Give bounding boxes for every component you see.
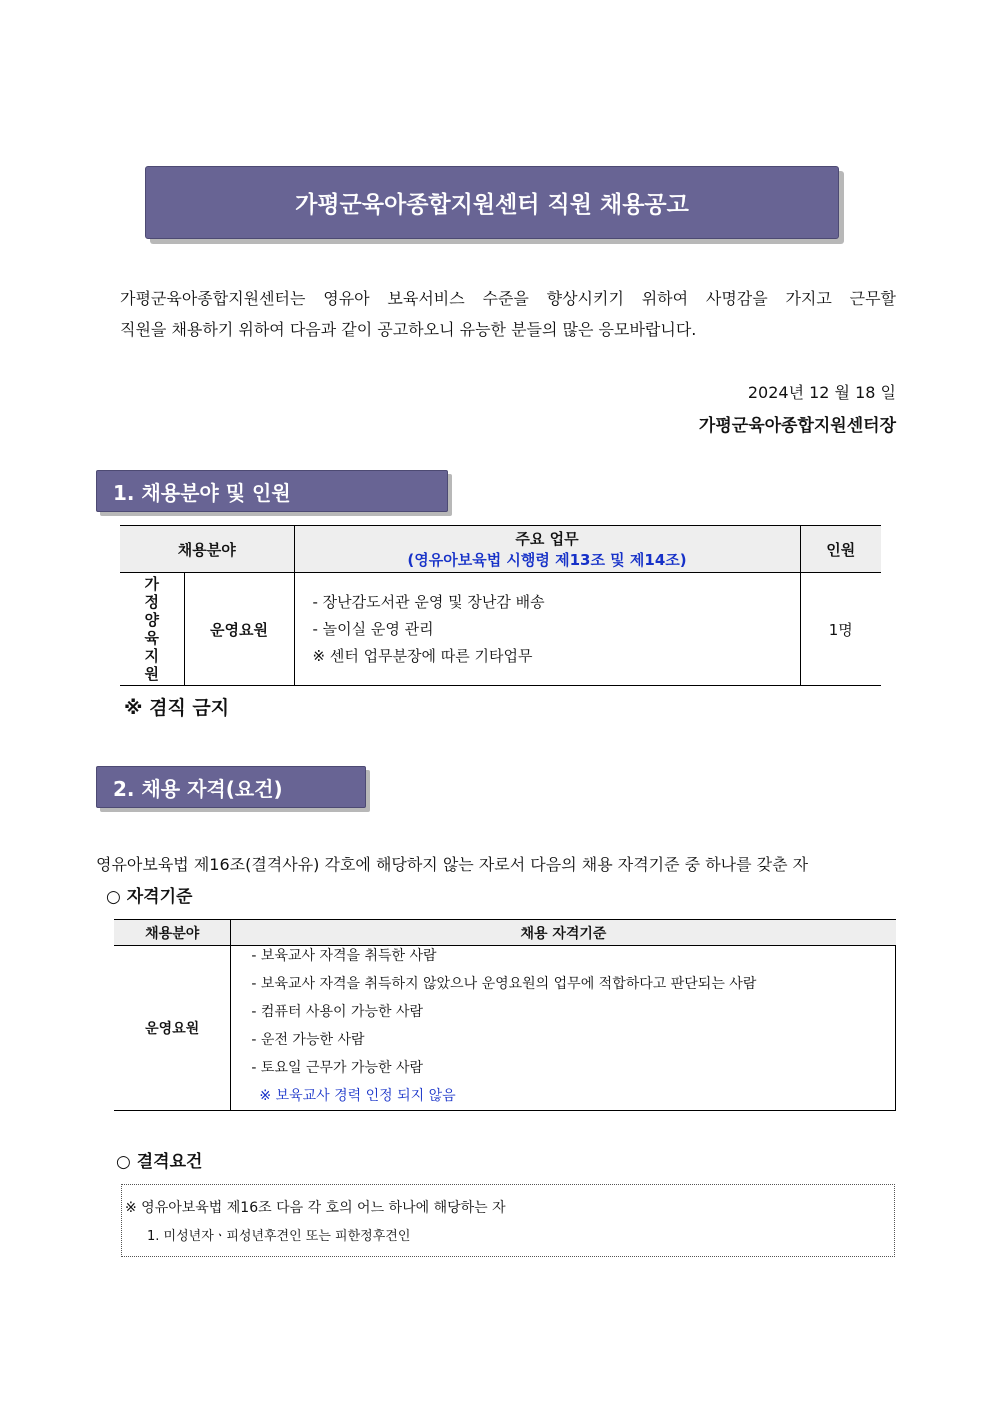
notice-title-banner bbox=[145, 166, 839, 239]
col-criteria: 채용 자격기준 bbox=[231, 920, 896, 946]
position-name: 운영요원 bbox=[114, 946, 231, 1111]
duty-item: ※ 센터 업무분장에 따른 기타업무 bbox=[312, 646, 533, 665]
col-duty-sub: (영유아보육법 시행령 제13조 및 제14조) bbox=[407, 551, 687, 569]
notice-title: 가평군육아종합지원센터 직원 채용공고 bbox=[295, 192, 689, 218]
disqualification-box bbox=[121, 1184, 895, 1257]
section-1-heading-text: 1. 채용분야 및 인원 bbox=[113, 480, 291, 505]
duty-item: - 놀이실 운영 관리 bbox=[312, 619, 434, 638]
category-char: 가 bbox=[144, 575, 159, 593]
recruitment-table bbox=[120, 525, 881, 686]
duty-item: - 장난감도서관 운영 및 장난감 배송 bbox=[312, 592, 545, 611]
criteria-item: - 운전 가능한 사람 bbox=[251, 1032, 365, 1048]
duty-list bbox=[294, 573, 800, 686]
col-field: 채용분야 bbox=[114, 920, 231, 946]
category-char: 지 bbox=[144, 647, 159, 665]
category-char: 육 bbox=[144, 629, 159, 647]
no-side-job-note: ※ 겸직 금지 bbox=[124, 697, 230, 719]
section-1-heading bbox=[96, 470, 448, 512]
category-char: 정 bbox=[144, 593, 159, 611]
criteria-note: ※ 보육교사 경력 인정 되지 않음 bbox=[259, 1088, 456, 1104]
headcount: 1명 bbox=[800, 573, 881, 686]
category-vertical-label bbox=[120, 573, 184, 686]
section-2-heading bbox=[96, 766, 366, 808]
signatory: 가평군육아종합지원센터장 bbox=[698, 416, 896, 436]
table-header-row bbox=[120, 526, 881, 573]
col-field: 채용분야 bbox=[120, 526, 294, 573]
qualification-table bbox=[114, 919, 896, 1111]
notice-date: 2024년 12 월 18 일 bbox=[747, 383, 896, 402]
col-count: 인원 bbox=[800, 526, 881, 573]
col-duty-label: 주요 업무 bbox=[515, 530, 579, 548]
disqualification-subheading: ○ 결격요건 bbox=[116, 1152, 203, 1172]
criteria-item: - 토요일 근무가 가능한 사람 bbox=[251, 1060, 424, 1076]
criteria-list bbox=[231, 946, 896, 1111]
intro-paragraph bbox=[120, 283, 896, 345]
disqualification-item: 1. 미성년자ㆍ피성년후견인 또는 피한정후견인 bbox=[147, 1229, 411, 1244]
criteria-item: - 보육교사 자격을 취득하지 않았으나 운영요원의 업무에 적합하다고 판단되는 사람 bbox=[251, 976, 757, 992]
criteria-item: - 보육교사 자격을 취득한 사람 bbox=[251, 948, 437, 964]
qualification-intro: 영유아보육법 제16조(결격사유) 각호에 해당하지 않는 자로서 다음의 채용 자격기준 중 하나를 갖춘 자 bbox=[96, 855, 809, 874]
intro-line-1: 가평군육아종합지원센터는 영유아 보육서비스 수준을 향상시키기 위하여 사명감을 가지고 근무할 bbox=[120, 289, 896, 308]
table-row bbox=[114, 946, 896, 1111]
position-name: 운영요원 bbox=[184, 573, 294, 686]
qualification-subheading: ○ 자격기준 bbox=[106, 887, 193, 907]
disqualification-line: ※ 영유아보육법 제16조 다음 각 호의 어느 하나에 해당하는 자 bbox=[125, 1200, 506, 1216]
intro-line-2: 직원을 채용하기 위하여 다음과 같이 공고하오니 유능한 분들의 많은 응모바랍니다. bbox=[120, 320, 697, 339]
criteria-item: - 컴퓨터 사용이 가능한 사람 bbox=[251, 1004, 424, 1020]
table-row bbox=[120, 573, 881, 686]
section-2-heading-text: 2. 채용 자격(요건) bbox=[113, 776, 283, 801]
category-char: 양 bbox=[144, 611, 159, 629]
col-duty bbox=[294, 526, 800, 573]
category-char: 원 bbox=[144, 665, 159, 683]
